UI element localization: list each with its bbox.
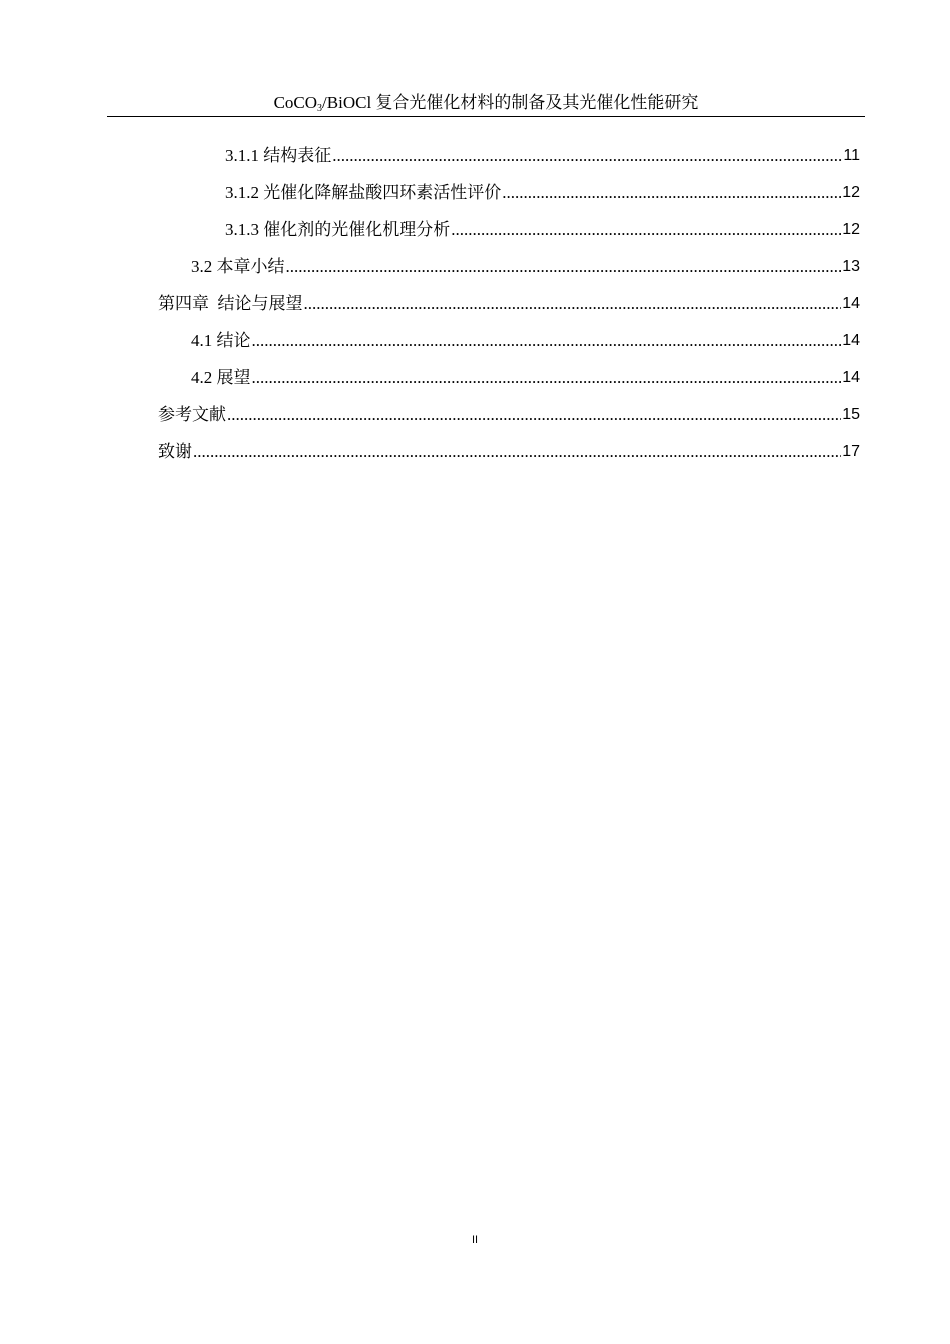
toc-entry-label: 致谢 [158,441,192,461]
toc-entry-page: 11 [843,146,860,164]
header-title-subscript: 3 [317,103,323,114]
page-header [107,92,865,117]
toc-entry-label: 3.1.1 结构表征 [225,145,332,165]
page-footer [0,1234,950,1246]
toc-entry-3-1-1[interactable] [158,137,860,174]
toc-entry-chapter-4[interactable] [158,285,860,322]
toc-entry-page: 14 [842,368,860,386]
toc-entry-page: 13 [842,257,860,275]
toc-leader-dots [252,366,842,390]
toc-entry-label: 3.1.3 催化剂的光催化机理分析 [225,219,451,239]
header-title-suffix: /BiOCl 复合光催化材料的制备及其光催化性能研究 [322,93,699,112]
toc-leader-dots [304,292,842,316]
toc-entry-label: 参考文献 [158,404,226,424]
toc-entry-label: 3.1.2 光催化降解盐酸四环素活性评价 [225,182,502,202]
toc-entry-page: 14 [842,294,860,312]
toc-entry-label: 第四章 结论与展望 [158,293,303,313]
toc-leader-dots [252,329,842,353]
toc-entry-3-2[interactable] [158,248,860,285]
header-title-prefix: CoCO [273,93,318,112]
toc-entry-3-1-2[interactable] [158,174,860,211]
toc-entry-label: 3.2 本章小结 [191,256,285,276]
toc-entry-label: 4.1 结论 [191,330,251,350]
toc-entry-label: 4.2 展望 [191,367,251,387]
toc-entry-page: 14 [842,331,860,349]
toc-leader-dots [193,440,841,464]
toc-entry-page: 17 [842,442,860,460]
toc-entry-page: 15 [842,405,860,423]
toc-leader-dots [451,218,841,242]
toc-entry-acknowledgements[interactable] [158,433,860,470]
toc-entry-3-1-3[interactable] [158,211,860,248]
page-number: II [471,1234,479,1246]
toc-leader-dots [332,144,842,168]
table-of-contents [158,137,860,470]
toc-entry-4-2[interactable] [158,359,860,396]
toc-entry-references[interactable] [158,396,860,433]
toc-leader-dots [502,181,841,205]
toc-entry-page: 12 [842,220,860,238]
toc-leader-dots [227,403,841,427]
toc-leader-dots [286,255,842,279]
toc-entry-page: 12 [842,183,860,201]
toc-entry-4-1[interactable] [158,322,860,359]
